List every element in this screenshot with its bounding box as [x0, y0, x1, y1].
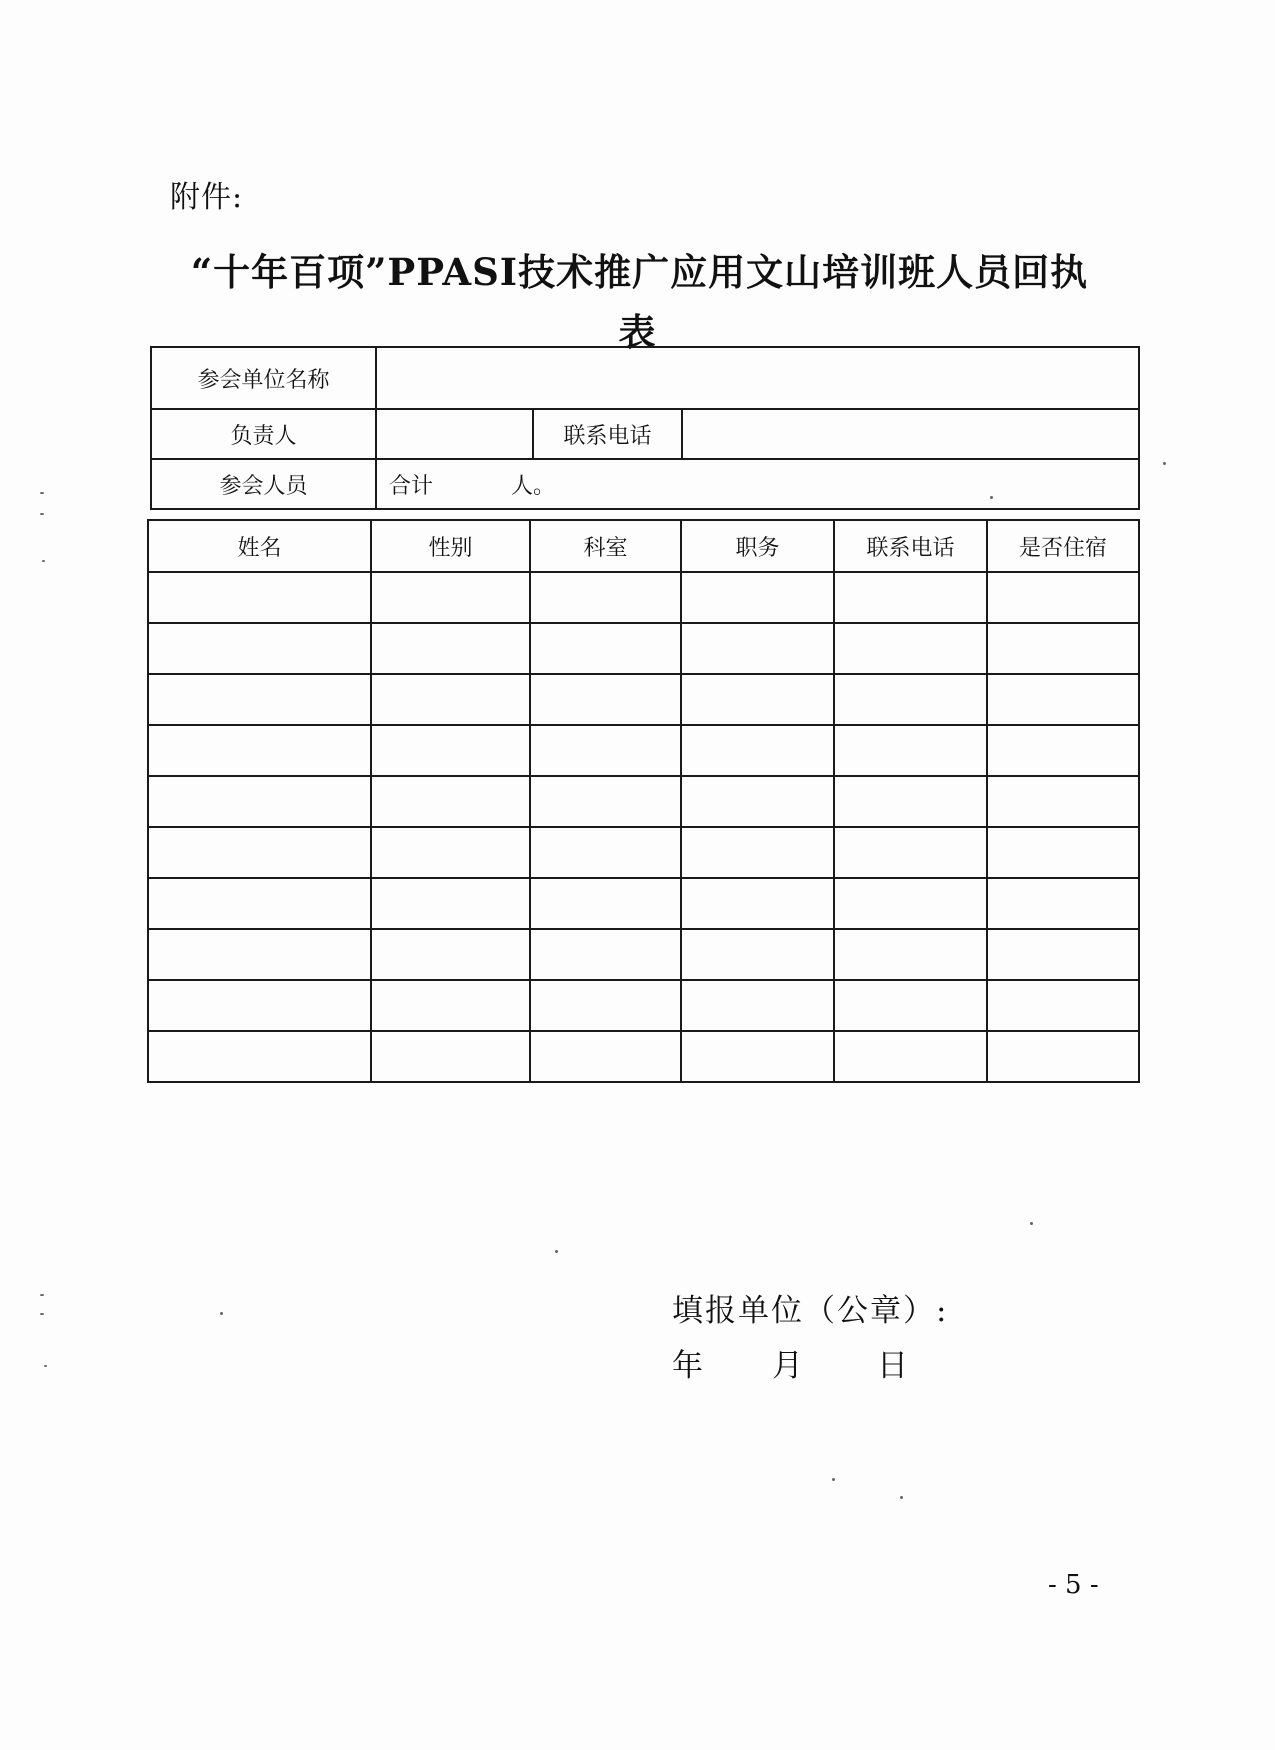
table-cell[interactable] [530, 929, 681, 980]
column-header: 姓名 [148, 520, 371, 572]
table-cell[interactable] [987, 623, 1139, 674]
table-cell[interactable] [148, 776, 371, 827]
contact-phone-label: 联系电话 [533, 409, 682, 459]
column-header: 职务 [681, 520, 834, 572]
document-title-line2: 表 [618, 310, 657, 354]
table-cell[interactable] [371, 929, 530, 980]
scan-speck [44, 1365, 47, 1367]
table-cell[interactable] [987, 929, 1139, 980]
scan-speck [220, 1312, 223, 1315]
contact-person-label: 负责人 [151, 409, 376, 459]
contact-person-field[interactable] [376, 409, 533, 459]
date-month-label: 月 [772, 1348, 805, 1384]
scan-speck [900, 1496, 903, 1499]
scan-speck [555, 1250, 558, 1253]
attachment-label: 附件: [170, 180, 244, 215]
table-cell[interactable] [371, 878, 530, 929]
table-cell[interactable] [371, 572, 530, 623]
table-cell[interactable] [834, 929, 987, 980]
table-cell[interactable] [987, 674, 1139, 725]
document-title-line1: “十年百项”PPASI技术推广应用文山培训班人员回执 [190, 250, 1089, 294]
table-cell[interactable] [681, 929, 834, 980]
attendees-row [151, 459, 1139, 509]
table-cell[interactable] [148, 827, 371, 878]
table-cell[interactable] [530, 980, 681, 1031]
table-row [148, 725, 1139, 776]
table-cell[interactable] [530, 1031, 681, 1082]
table-cell[interactable] [681, 1031, 834, 1082]
column-header: 性别 [371, 520, 530, 572]
table-cell[interactable] [148, 878, 371, 929]
table-cell[interactable] [371, 776, 530, 827]
scan-speck [832, 1478, 835, 1481]
date-day-label: 日 [877, 1348, 910, 1384]
table-row [148, 878, 1139, 929]
table-row [148, 827, 1139, 878]
table-cell[interactable] [371, 1031, 530, 1082]
table-cell[interactable] [834, 878, 987, 929]
table-cell[interactable] [987, 725, 1139, 776]
table-row [148, 929, 1139, 980]
table-row [148, 1031, 1139, 1082]
table-cell[interactable] [681, 827, 834, 878]
scan-speck [40, 1313, 44, 1315]
org-name-field[interactable] [376, 347, 1139, 409]
table-cell[interactable] [371, 725, 530, 776]
table-cell[interactable] [371, 674, 530, 725]
table-cell[interactable] [371, 827, 530, 878]
table-cell[interactable] [834, 980, 987, 1031]
scan-speck [990, 496, 993, 499]
scan-speck [1030, 1222, 1033, 1225]
attendees-total-prefix: 合计 [389, 473, 434, 499]
scan-speck [40, 513, 44, 515]
table-cell[interactable] [681, 623, 834, 674]
page-number: - 5 - [1048, 1570, 1099, 1600]
table-row [148, 776, 1139, 827]
attendee-list-table [147, 519, 1140, 1083]
table-cell[interactable] [148, 674, 371, 725]
org-name-row [151, 347, 1139, 409]
column-header: 是否住宿 [987, 520, 1139, 572]
table-cell[interactable] [371, 980, 530, 1031]
table-row [148, 980, 1139, 1031]
table-row [148, 572, 1139, 623]
table-cell[interactable] [681, 878, 834, 929]
date-year-label: 年 [672, 1348, 705, 1384]
table-cell[interactable] [148, 1031, 371, 1082]
table-cell[interactable] [834, 776, 987, 827]
table-cell[interactable] [681, 674, 834, 725]
table-cell[interactable] [371, 623, 530, 674]
table-cell[interactable] [681, 572, 834, 623]
filing-unit-seal-label: 填报单位（公章）: [672, 1293, 949, 1329]
table-body [148, 572, 1139, 1082]
table-cell[interactable] [148, 929, 371, 980]
scan-speck [40, 492, 44, 494]
org-name-label: 参会单位名称 [151, 347, 376, 409]
contact-phone-field[interactable] [682, 409, 1139, 459]
scan-speck [40, 1294, 44, 1296]
table-cell[interactable] [148, 572, 371, 623]
table-cell[interactable] [834, 827, 987, 878]
table-cell[interactable] [530, 878, 681, 929]
scan-speck [1163, 462, 1166, 465]
table-cell[interactable] [148, 980, 371, 1031]
table-cell[interactable] [681, 776, 834, 827]
table-row [148, 674, 1139, 725]
attendees-label: 参会人员 [151, 459, 376, 509]
table-cell[interactable] [834, 572, 987, 623]
table-cell[interactable] [987, 878, 1139, 929]
table-cell[interactable] [530, 623, 681, 674]
table-cell[interactable] [834, 674, 987, 725]
table-cell[interactable] [987, 1031, 1139, 1082]
table-cell[interactable] [148, 623, 371, 674]
table-cell[interactable] [530, 827, 681, 878]
table-cell[interactable] [987, 827, 1139, 878]
table-cell[interactable] [834, 1031, 987, 1082]
column-header: 科室 [530, 520, 681, 572]
contact-row [151, 409, 1139, 459]
table-cell[interactable] [681, 980, 834, 1031]
column-header: 联系电话 [834, 520, 987, 572]
attendees-total-cell[interactable] [376, 459, 1139, 509]
registration-info-table [150, 346, 1140, 510]
table-cell[interactable] [987, 572, 1139, 623]
table-cell[interactable] [530, 674, 681, 725]
table-cell[interactable] [530, 725, 681, 776]
table-row [148, 623, 1139, 674]
table-cell[interactable] [834, 725, 987, 776]
scan-speck [42, 560, 45, 562]
table-cell[interactable] [987, 980, 1139, 1031]
table-cell[interactable] [530, 776, 681, 827]
table-cell[interactable] [148, 725, 371, 776]
date-line [672, 1340, 910, 1385]
table-cell[interactable] [530, 572, 681, 623]
table-header-row [148, 520, 1139, 572]
table-cell[interactable] [681, 725, 834, 776]
table-cell[interactable] [834, 623, 987, 674]
attendees-total-suffix: 人。 [511, 473, 556, 499]
table-cell[interactable] [987, 776, 1139, 827]
